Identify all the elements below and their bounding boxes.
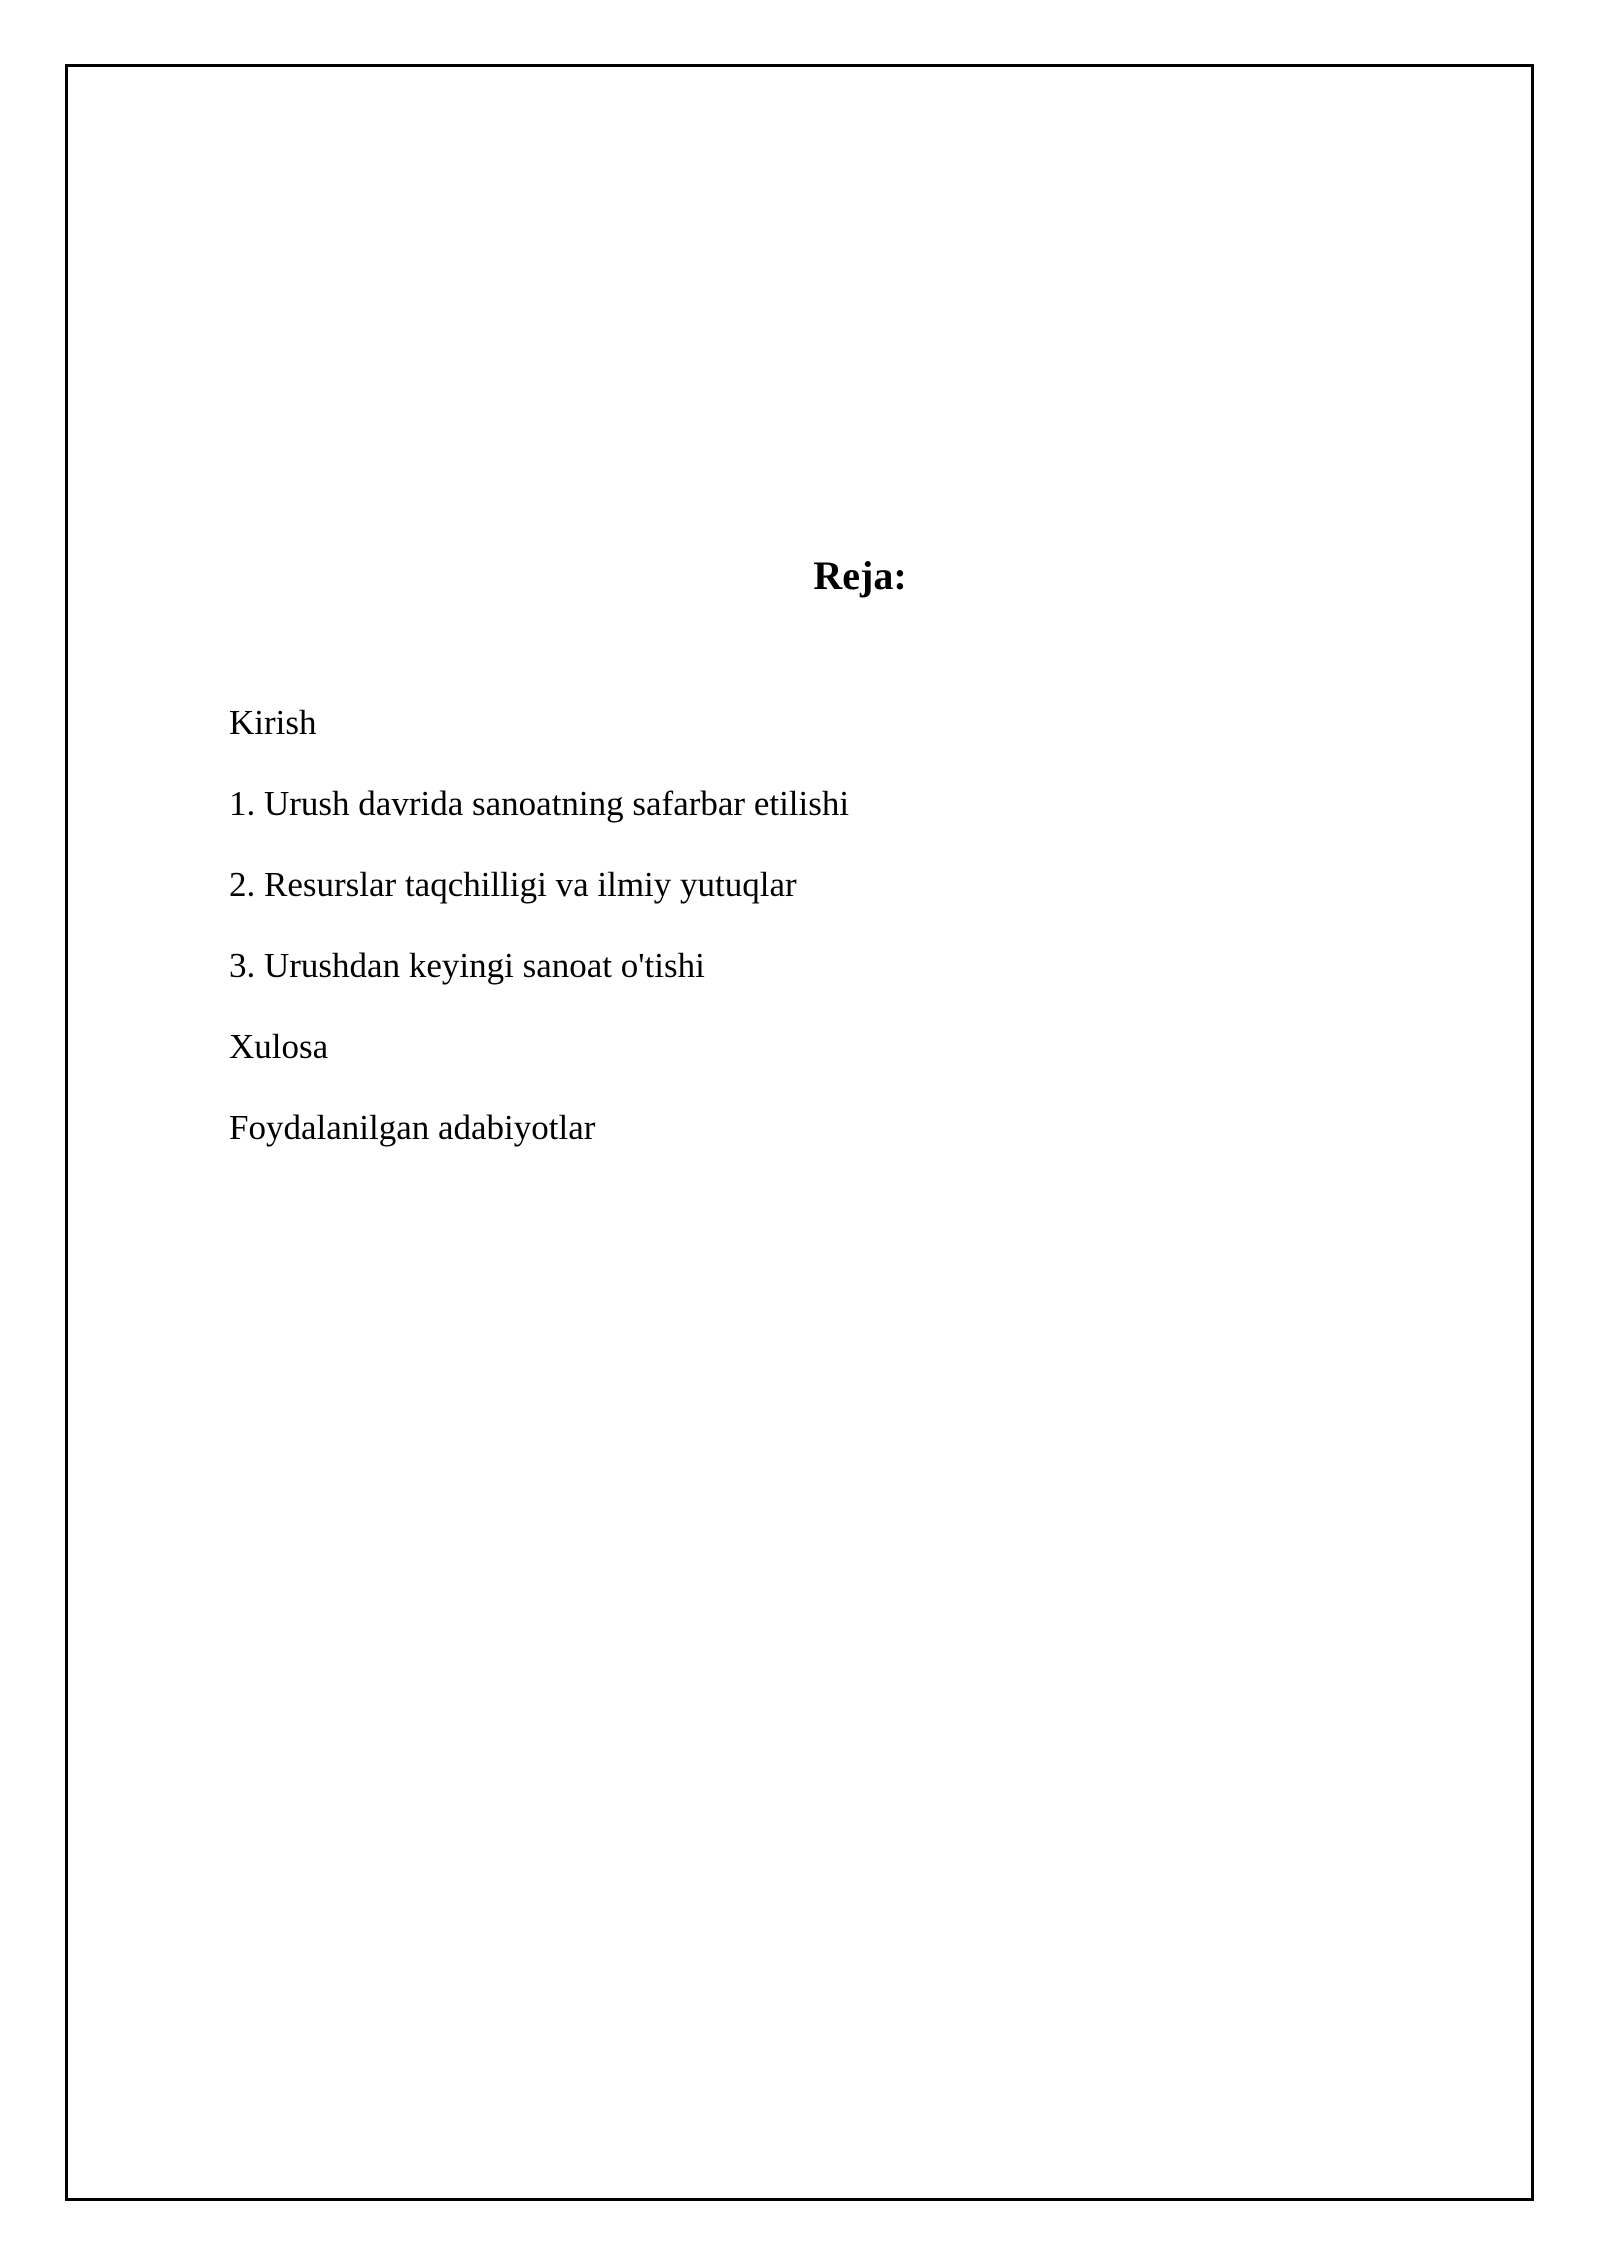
plan-item-introduction: Kirish <box>229 703 317 742</box>
plan-item-conclusion: Xulosa <box>229 1027 329 1066</box>
plan-list <box>229 697 849 1183</box>
plan-item-references: Foydalanilgan adabiyotlar <box>229 1108 596 1147</box>
plan-item-3: 3. Urushdan keyingi sanoat o'tishi <box>229 946 705 985</box>
page-title: Reja: <box>813 553 907 598</box>
plan-item-1: 1. Urush davrida sanoatning safarbar etilishi <box>229 784 850 823</box>
plan-item-2: 2. Resurslar taqchilligi va ilmiy yutuqlar <box>229 865 797 904</box>
